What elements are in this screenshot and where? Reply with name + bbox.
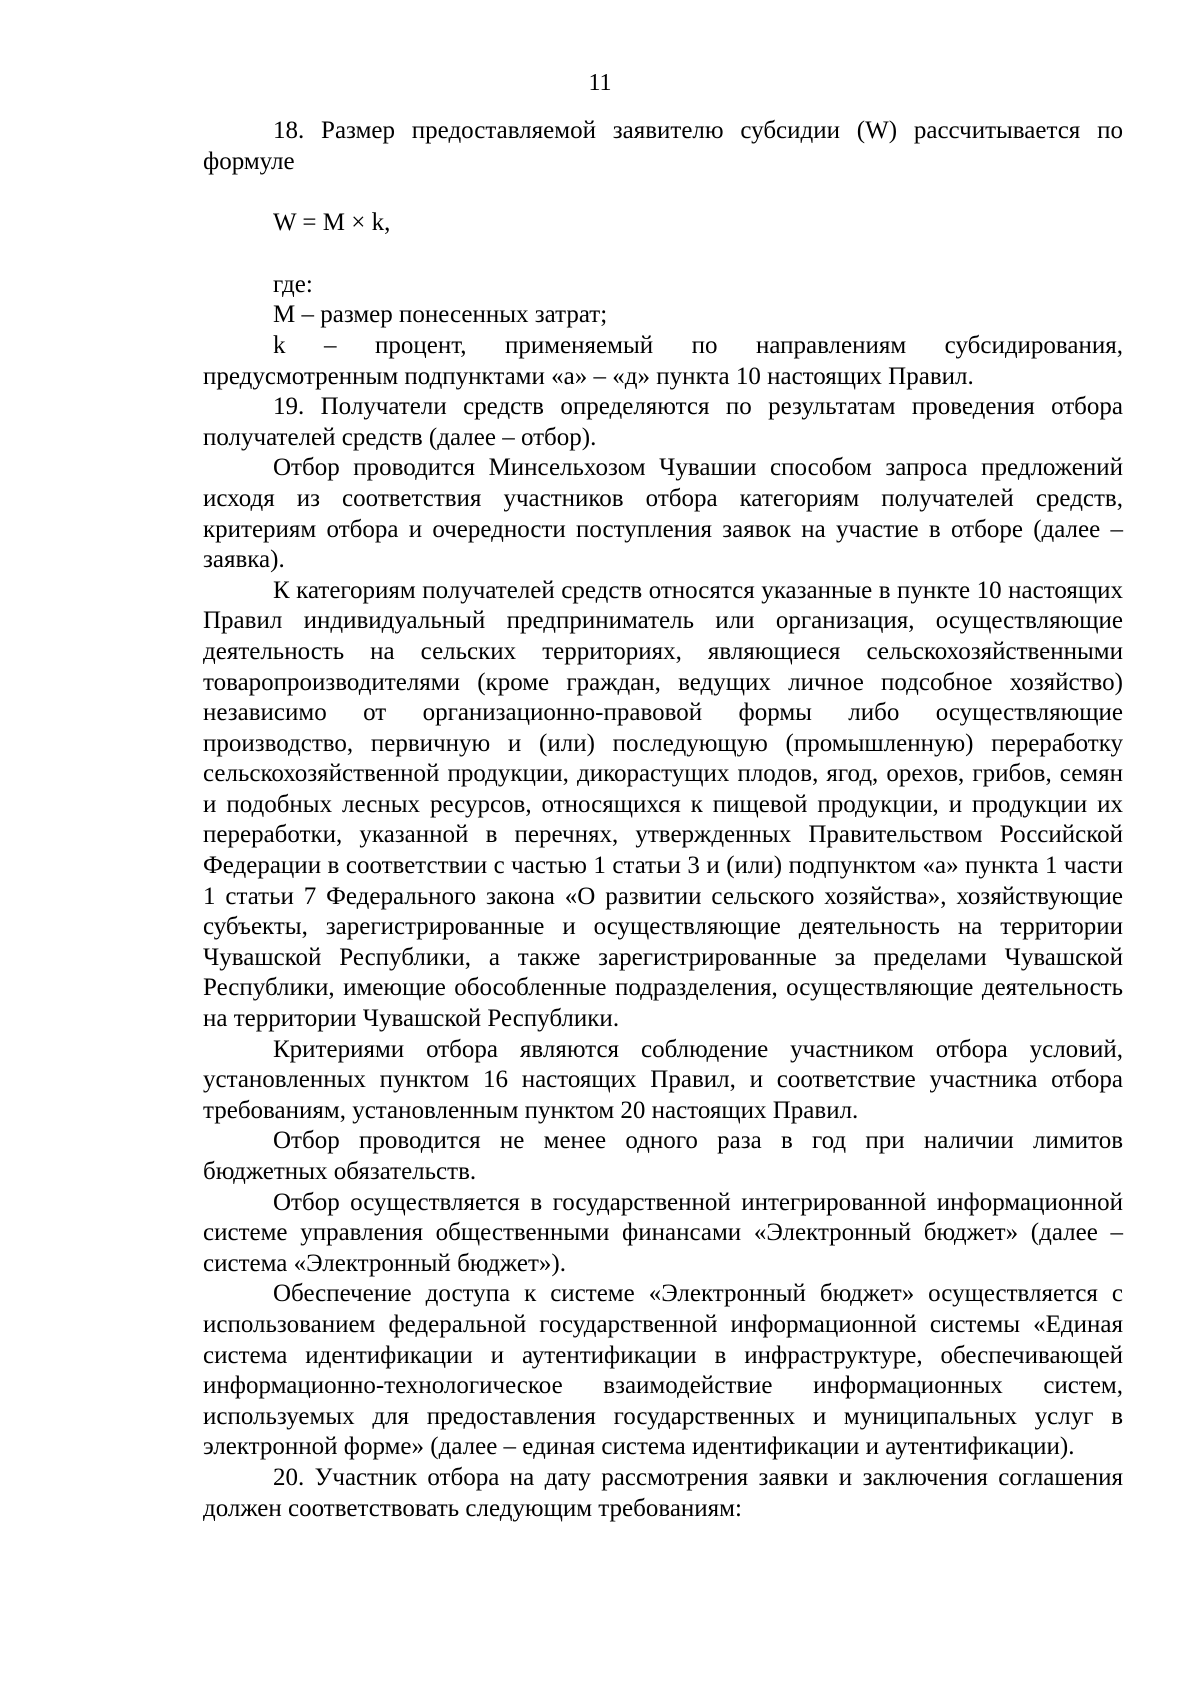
document-body [203, 116, 1123, 1524]
formula-definition-k: k – процент, применяемый по направлениям субсидирования, предусмотренным подпунктами «а» – «д» пункта 10 настоящих Правил. [203, 331, 1123, 390]
paragraph-electronic-budget: Отбор осуществляется в государственной интегрированной информационной системе управления общественными финансами «Электронный бюджет» (далее – система «Электронный бюджет»). [203, 1188, 1123, 1277]
paragraph-selection-method: Отбор проводится Минсельхозом Чувашии способом запроса предложений исходя из соответствия участников отбора категориям получателей средств, критериям отбора и очередности поступления заявок на участие в отборе (далее – заявка). [203, 454, 1123, 574]
paragraph-19: 19. Получатели средств определяются по результатам проведения отбора получателей средств (далее – отбор). [203, 393, 1123, 451]
paragraph-18-intro: 18. Размер предоставляемой заявителю субсидии (W) рассчитывается по формуле [203, 117, 1123, 175]
formula-definition-m: M – размер понесенных затрат; [273, 301, 608, 329]
paragraph-selection-frequency: Отбор проводится не менее одного раза в год при наличии лимитов бюджетных обязательств. [203, 1127, 1123, 1185]
paragraph-system-access: Обеспечение доступа к системе «Электронный бюджет» осуществляется с использованием федеральной государственной информационной системы «Единая система идентификации и аутентификации в инфраструктуре, обеспечивающей информационно-технологическое взаимодействие информационных систем, используемых для предоставления государственных и муниципальных услуг в электронной форме» (далее – единая система идентификации и аутентификации). [203, 1280, 1123, 1461]
formula: W = M × k, [273, 209, 391, 237]
paragraph-20: 20. Участник отбора на дату рассмотрения заявки и заключения соглашения должен соответствовать следующим требованиям: [203, 1463, 1123, 1522]
page-number: 11 [588, 70, 612, 96]
formula-where-label: где: [273, 270, 313, 298]
paragraph-recipient-categories: К категориям получателей средств относятся указанные в пункте 10 настоящих Правил индивидуальный предприниматель или организация, осуществляющие деятельность на сельских территориях, являющиеся сельскохозяйственными товаропроизводителями (кроме граждан, ведущих личное подсобное хозяйство) независимо от организационно-правовой формы либо осуществляющие производство, первичную и (или) последующую (промышленную) переработку сельскохозяйственной продукции, дикорастущих плодов, ягод, орехов, грибов, семян и подобных лесных ресурсов, относящихся к пищевой продукции, и продукции их переработки, указанной в перечнях, утвержденных Правительством Российской Федерации в соответствии с частью 1 статьи 3 и (или) подпунктом «а» пункта 1 части 1 статьи 7 Федерального закона «О развитии сельского хозяйства», хозяйствующие субъекты, зарегистрированные и осуществляющие деятельность на территории Чувашской Республики, а также зарегистрированные за пределами Чувашской Республики, имеющие обособленные подразделения, осуществляющие деятельность на территории Чувашской Республики. [203, 576, 1123, 1033]
paragraph-selection-criteria: Критериями отбора являются соблюдение участником отбора условий, установленных пунктом 16 настоящих Правил, и соответствие участника отбора требованиям, установленным пунктом 20 настоящих Правил. [203, 1035, 1123, 1124]
